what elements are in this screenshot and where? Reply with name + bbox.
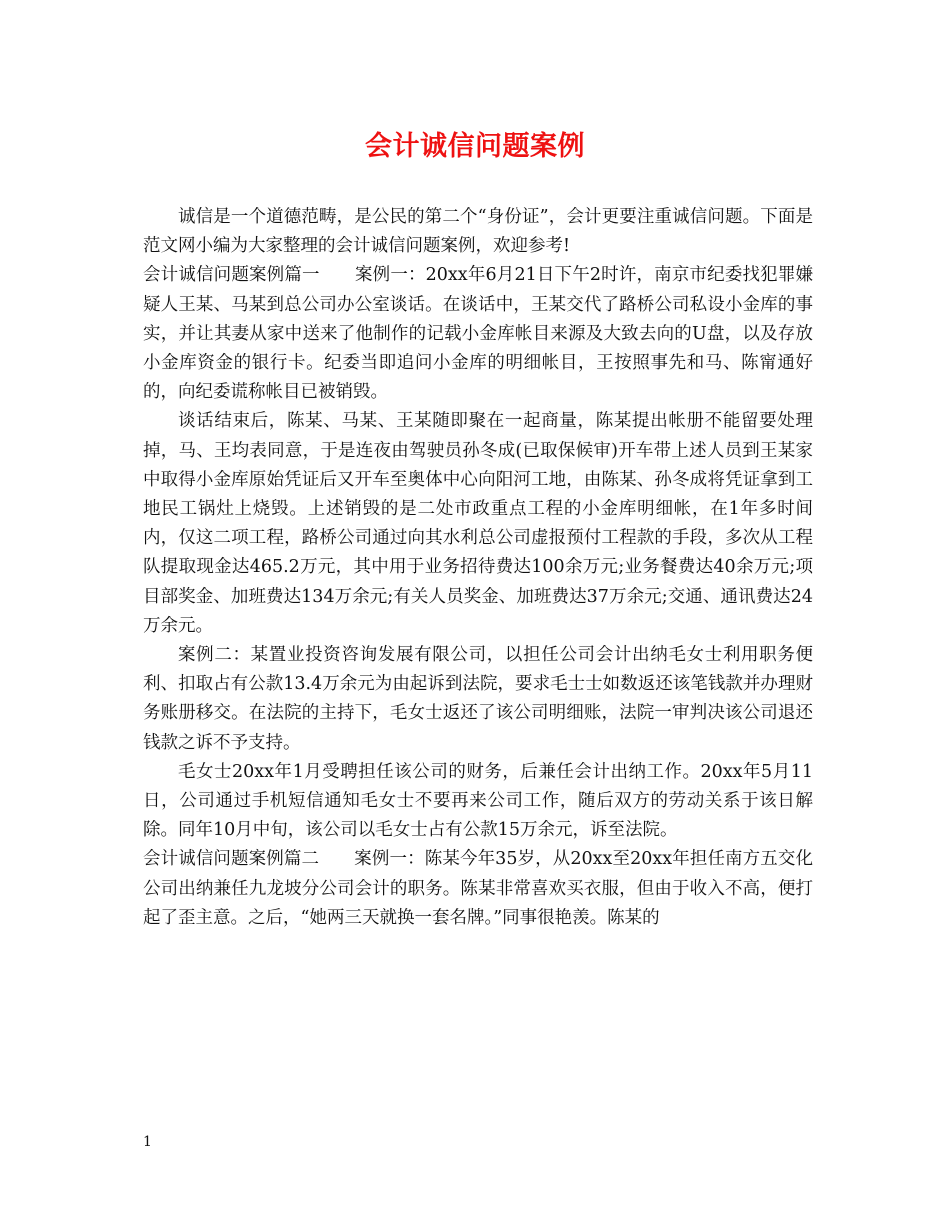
document-body (143, 203, 813, 933)
document-title: 会计诚信问题案例 (365, 131, 585, 162)
paragraph-section2-case1: 会计诚信问题案例篇二 案例一：陈某今年35岁，从20xx至20xx年担任南方五交化公司出纳兼任九龙坡分公司会计的职务。陈某非常喜欢买衣服，但由于收入不高，便打起了歪主意。之后，“她两三天就换一套名牌。”同事很艳羡。陈某的 (143, 849, 813, 928)
paragraph-intro: 诚信是一个道德范畴，是公民的第二个“身份证”，会计更要注重诚信问题。下面是范文网小编为大家整理的会计诚信问题案例，欢迎参考! (143, 207, 813, 257)
paragraph-case2: 案例二：某置业投资咨询发展有限公司，以担任公司会计出纳毛女士利用职务便利、扣取占有公款13.4万余元为由起诉到法院，要求毛士士如数返还该笔钱款并办理财务账册移交。在法院的主持下，毛女士返还了该公司明细账，法院一审判决该公司退还钱款之诉不予支持。 (143, 645, 813, 753)
paragraph-case2-detail: 毛女士20xx年1月受聘担任该公司的财务，后兼任会计出纳工作。20xx年5月11日，公司通过手机短信通知毛女士不要再来公司工作，随后双方的劳动关系于该日解除。同年10月中旬，该公司以毛女士占有公款15万余元，诉至法院。 (143, 761, 813, 841)
paragraph-case1-part1: 会计诚信问题案例篇一 案例一：20xx年6月21日下午2时许，南京市纪委找犯罪嫌疑人王某、马某到总公司办公室谈话。在谈话中，王某交代了路桥公司私设小金库的事实，并让其妻从家中送来了他制作的记载小金库帐目来源及大致去向的U盘，以及存放小金库资金的银行卡。纪委当即追问小金库的明细帐目，王按照事先和马、陈甯通好的，向纪委谎称帐目已被销毁。 (143, 265, 813, 403)
paragraph-case1-part2: 谈话结束后，陈某、马某、王某随即聚在一起商量，陈某提出帐册不能留要处理掉，马、王均表同意，于是连夜由驾驶员孙冬成(已取保候审)开车带上述人员到王某家中取得小金库原始凭证后又开车至奥体中心向阳河工地，由陈某、孙冬成将凭证拿到工地民工锅灶上烧毁。上述销毁的是二处市政重点工程的小金库明细帐，在1年多时间内，仅这二项工程，路桥公司通过向其水利总公司虚报预付工程款的手段，多次从工程队提取现金达465.2万元，其中用于业务招待费达100余万元;业务餐费达40余万元;项目部奖金、加班费达134万余元;有关人员奖金、加班费达37万余元;交通、通讯费达24万余元。 (143, 411, 813, 636)
page-number: 1 (143, 1134, 152, 1150)
